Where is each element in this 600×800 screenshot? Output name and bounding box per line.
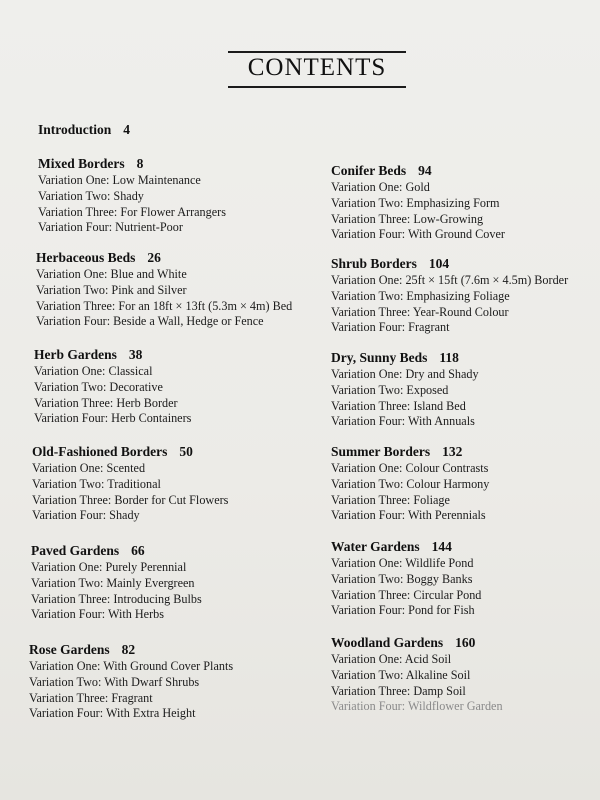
- list-item: Variation Three: Herb Border: [34, 395, 178, 410]
- section-page: 82: [121, 642, 136, 657]
- list-item: Variation Three: Foliage: [331, 492, 450, 507]
- section-title: Dry, Sunny Beds: [331, 350, 428, 365]
- section-heading: [32, 443, 228, 461]
- section-heading: [331, 634, 503, 652]
- list-item: Variation Two: Boggy Banks: [331, 571, 473, 586]
- list-item: Variation Two: Pink and Silver: [36, 282, 187, 297]
- list-item: Variation Two: Emphasizing Foliage: [331, 288, 510, 303]
- title-rule-top: [228, 51, 406, 53]
- section-heading: [331, 443, 489, 461]
- section-heading: [331, 162, 505, 180]
- section-title: Old-Fashioned Borders: [32, 444, 168, 459]
- section-heading: [31, 542, 202, 560]
- list-item: Variation Four: Beside a Wall, Hedge or Fence: [36, 314, 264, 329]
- section-title: Shrub Borders: [331, 256, 417, 271]
- list-item: Variation One: Purely Perennial: [31, 560, 187, 574]
- section-page: 26: [147, 250, 161, 265]
- list-item: Variation One: Acid Soil: [331, 652, 452, 666]
- list-item: Variation Four: Pond for Fish: [331, 603, 475, 618]
- section-herbaceous-beds: [36, 249, 292, 330]
- list-item: Variation Two: With Dwarf Shrubs: [29, 674, 200, 689]
- section-title: Woodland Gardens: [331, 635, 444, 650]
- section-woodland-gardens: [331, 634, 503, 715]
- section-summer-borders: [331, 443, 489, 524]
- section-title: Rose Gardens: [29, 642, 110, 657]
- section-page: 118: [439, 350, 459, 365]
- section-heading: [38, 155, 226, 173]
- section-page: 8: [136, 156, 144, 171]
- section-page: 50: [179, 444, 193, 459]
- list-item: Variation Two: Exposed: [331, 382, 449, 397]
- section-conifer-beds: [331, 162, 505, 243]
- list-item: Variation Four: With Annuals: [331, 414, 475, 429]
- section-herb-gardens: [34, 346, 191, 427]
- list-item: Variation Three: For an 18ft × 13ft (5.3m × 4m) Bed: [36, 298, 293, 313]
- list-item: Variation Four: Fragrant: [331, 320, 450, 335]
- section-heading: [29, 641, 233, 659]
- list-item: Variation Four: Wildflower Garden: [331, 699, 503, 714]
- list-item: Variation One: Dry and Shady: [331, 367, 479, 381]
- list-item: Variation Two: Shady: [38, 188, 144, 203]
- section-old-fashioned-borders: [32, 443, 228, 524]
- list-item: Variation Three: Circular Pond: [331, 587, 482, 602]
- section-page: 104: [428, 256, 450, 271]
- section-page: 38: [128, 347, 143, 362]
- section-title: Conifer Beds: [331, 163, 407, 178]
- section-heading: [331, 538, 481, 556]
- section-mixed-borders: [38, 155, 226, 236]
- list-item: Variation Four: Shady: [32, 508, 140, 523]
- section-title: Herbaceous Beds: [36, 250, 136, 265]
- section-title: Herb Gardens: [34, 347, 117, 362]
- list-item: Variation Three: Fragrant: [29, 690, 153, 705]
- list-item: Variation Two: Colour Harmony: [331, 476, 490, 491]
- list-item: Variation Three: Island Bed: [331, 398, 466, 413]
- list-item: Variation One: Scented: [32, 461, 146, 475]
- section-heading: [331, 349, 479, 367]
- list-item: Variation One: Low Maintenance: [38, 173, 201, 187]
- list-item: Variation One: Colour Contrasts: [331, 461, 489, 475]
- section-paved-gardens: [31, 542, 202, 623]
- list-item: Variation Three: Damp Soil: [331, 683, 466, 698]
- list-item: Variation One: Gold: [331, 180, 430, 194]
- page-title: CONTENTS: [247, 54, 387, 81]
- list-item: Variation Four: With Ground Cover: [331, 227, 505, 242]
- list-item: Variation Four: With Perennials: [331, 508, 486, 523]
- list-item: Variation One: 25ft × 15ft (7.6m × 4.5m) Border: [331, 273, 569, 287]
- list-item: Variation Four: Herb Containers: [34, 411, 192, 426]
- list-item: Variation Three: Introducing Bulbs: [31, 591, 202, 606]
- section-heading: [36, 249, 292, 267]
- list-item: Variation Two: Emphasizing Form: [331, 195, 500, 210]
- list-item: Variation One: Classical: [34, 364, 153, 378]
- list-item: Variation One: Blue and White: [36, 267, 187, 281]
- section-title: Summer Borders: [331, 444, 431, 459]
- list-item: Variation Four: With Extra Height: [29, 706, 196, 721]
- introduction-entry: [38, 121, 130, 139]
- section-page: 132: [442, 444, 463, 459]
- list-item: Variation Four: With Herbs: [31, 607, 164, 622]
- list-item: Variation Three: Border for Cut Flowers: [32, 492, 229, 507]
- section-heading: [331, 255, 568, 273]
- list-item: Variation Three: Year-Round Colour: [331, 304, 509, 319]
- list-item: Variation Two: Mainly Evergreen: [31, 575, 195, 590]
- list-item: Variation Two: Traditional: [32, 476, 161, 491]
- section-page: 144: [431, 539, 452, 554]
- section-dry-sunny-beds: [331, 349, 479, 430]
- section-heading: [34, 346, 191, 364]
- list-item: Variation Two: Decorative: [34, 379, 163, 394]
- list-item: Variation Three: Low-Growing: [331, 211, 484, 226]
- list-item: Variation Four: Nutrient-Poor: [38, 220, 183, 235]
- section-page: 94: [418, 163, 432, 178]
- section-title: Mixed Borders: [38, 156, 125, 171]
- section-rose-gardens: [29, 641, 233, 722]
- list-item: Variation Three: For Flower Arrangers: [38, 204, 226, 219]
- list-item: Variation Two: Alkaline Soil: [331, 667, 471, 682]
- section-page: 160: [455, 635, 476, 650]
- title-rule-bottom: [228, 86, 406, 88]
- section-water-gardens: [331, 538, 481, 619]
- section-shrub-borders: [331, 255, 568, 336]
- list-item: Variation One: Wildlife Pond: [331, 556, 474, 570]
- section-page: 66: [131, 543, 145, 558]
- introduction-label: Introduction: [38, 122, 112, 137]
- section-title: Paved Gardens: [31, 543, 120, 558]
- section-title: Water Gardens: [331, 539, 420, 554]
- list-item: Variation One: With Ground Cover Plants: [29, 659, 234, 673]
- introduction-page: 4: [123, 122, 131, 137]
